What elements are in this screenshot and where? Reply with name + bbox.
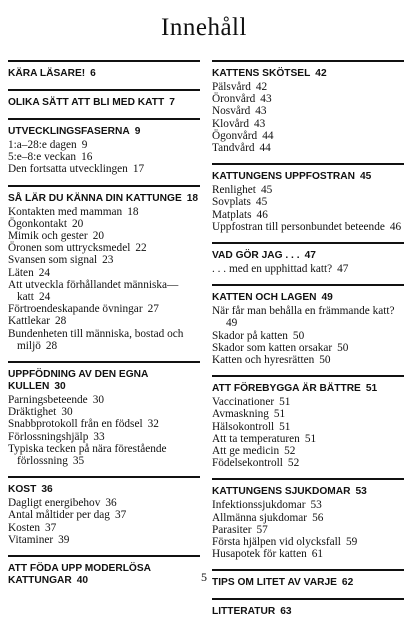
toc-entry-text: Katten och hyresrätten — [212, 354, 315, 367]
toc-entry-page: 28 — [55, 315, 67, 328]
toc-entry-text: Nosvård — [212, 105, 251, 118]
toc-entry[interactable] — [212, 548, 404, 560]
toc-entry-page: 44 — [259, 142, 271, 155]
section-page-number: 36 — [41, 484, 53, 496]
section-page-number: 42 — [315, 68, 327, 79]
toc-entry-text: Renlighet — [212, 184, 256, 197]
section-items — [8, 497, 200, 546]
toc-entry[interactable] — [212, 130, 404, 142]
section-page-number: 9 — [134, 126, 141, 137]
section-heading[interactable] — [212, 606, 404, 618]
toc-entry-text: Förtroendeskapande övningar — [8, 303, 143, 316]
toc-entry[interactable] — [212, 305, 404, 329]
toc-entry-text: Vaccinationer — [212, 396, 275, 409]
toc-entry-page: 51 — [279, 396, 291, 409]
toc-section — [8, 89, 200, 109]
toc-entry[interactable] — [8, 218, 200, 230]
toc-right-column — [212, 60, 404, 618]
toc-entry-page: 51 — [304, 432, 317, 445]
toc-entry-page: 27 — [147, 303, 159, 316]
toc-entry-page: 30 — [61, 406, 73, 419]
section-items — [8, 206, 200, 352]
toc-entry-text: Snabbprotokoll från en födsel — [8, 418, 143, 431]
section-heading[interactable] — [8, 97, 200, 109]
toc-entry[interactable] — [8, 242, 200, 254]
toc-entry[interactable] — [8, 328, 200, 352]
toc-entry-text: Kattlekar — [8, 315, 51, 328]
toc-entry[interactable] — [212, 421, 404, 433]
toc-entry-page: 52 — [287, 457, 300, 470]
toc-entry-text: När får man behålla en främmande katt? — [212, 305, 395, 318]
toc-entry[interactable] — [8, 406, 200, 418]
toc-entry-page: 51 — [273, 408, 286, 421]
toc-entry[interactable] — [212, 209, 404, 221]
toc-entry-text: Bundenheten till människa, bostad och miljö — [8, 327, 184, 352]
section-heading[interactable] — [212, 486, 404, 498]
toc-entry[interactable] — [8, 443, 200, 467]
section-heading-text: VAD GÖR JAG . . . — [212, 250, 300, 262]
toc-entry-page: 42 — [255, 81, 268, 93]
toc-entry-page: 18 — [127, 205, 139, 218]
section-items — [8, 394, 200, 467]
toc-entry[interactable] — [212, 499, 404, 511]
toc-entry-text: . . . med en upphittad katt? — [212, 263, 333, 276]
section-heading-text: ATT FÖDA UPP MODERLÖSA KATTUNGAR — [8, 563, 151, 587]
section-page-number: 47 — [304, 250, 316, 262]
section-heading[interactable] — [8, 126, 200, 138]
toc-entry-page: 9 — [81, 139, 88, 151]
section-page-number: 53 — [355, 486, 367, 498]
section-heading[interactable] — [8, 68, 200, 80]
toc-entry-text: Ögonvård — [212, 129, 258, 142]
toc-entry-page: 50 — [337, 341, 349, 354]
toc-entry-text: Första hjälpen vid olycksfall — [212, 536, 341, 549]
section-page-number: 40 — [76, 575, 89, 587]
section-heading-text: UPPFÖDNING AV DEN EGNA KULLEN — [8, 369, 148, 393]
toc-entry-text: Mimik och gester — [8, 230, 88, 243]
toc-entry[interactable] — [8, 303, 200, 315]
section-page-number: 30 — [54, 381, 66, 393]
section-heading[interactable] — [8, 369, 200, 393]
toc-entry[interactable] — [8, 315, 200, 327]
toc-entry[interactable] — [212, 445, 404, 457]
toc-entry[interactable] — [212, 105, 404, 117]
section-heading[interactable] — [212, 383, 404, 395]
toc-entry-page: 46 — [389, 220, 402, 233]
toc-entry[interactable] — [212, 354, 404, 366]
section-page-number: 7 — [169, 97, 175, 108]
toc-entry-text: Den fortsatta utvecklingen — [8, 163, 128, 176]
toc-entry-page: 30 — [92, 394, 104, 407]
toc-entry-text: Skador på katten — [212, 329, 288, 342]
toc-entry-text: 5:e–8:e veckan — [8, 151, 77, 164]
toc-section — [212, 598, 404, 618]
toc-entry-page: 22 — [135, 242, 147, 255]
toc-entry-text: Födelsekontroll — [212, 457, 283, 470]
toc-entry-text: Parasiter — [212, 523, 252, 536]
toc-entry[interactable] — [8, 139, 200, 151]
toc-section — [8, 60, 200, 80]
toc-entry-page: 52 — [284, 445, 296, 458]
section-page-number: 63 — [280, 606, 292, 618]
toc-entry-page: 61 — [311, 548, 324, 561]
section-heading-text: KOST — [8, 484, 37, 496]
toc-entry-text: Antal måltider per dag — [8, 509, 110, 522]
toc-entry-page: 56 — [312, 511, 324, 524]
toc-entry[interactable] — [8, 394, 200, 406]
section-items — [212, 396, 404, 469]
toc-entry[interactable] — [8, 230, 200, 242]
toc-entry[interactable] — [212, 118, 404, 130]
toc-entry-page: 46 — [256, 208, 268, 221]
section-heading-text: KATTUNGENS SJUKDOMAR — [212, 486, 351, 498]
toc-entry-page: 43 — [260, 93, 272, 106]
toc-entry[interactable] — [212, 524, 404, 536]
section-page-number: 51 — [365, 383, 378, 395]
section-items — [8, 139, 200, 176]
toc-entry[interactable] — [212, 184, 404, 196]
section-heading-text: KATTUNGENS UPPFOSTRAN — [212, 171, 356, 183]
section-heading[interactable] — [212, 250, 404, 262]
toc-entry[interactable] — [8, 497, 200, 509]
toc-entry-text: Öronvård — [212, 93, 256, 106]
section-heading[interactable] — [8, 193, 200, 205]
toc-entry-page: 44 — [262, 129, 274, 142]
toc-entry-page: 33 — [93, 430, 105, 443]
toc-entry-text: Kontakten med mamman — [8, 205, 123, 218]
section-heading-text: KATTENS SKÖTSEL — [212, 68, 311, 79]
toc-entry[interactable] — [212, 81, 404, 93]
toc-section — [212, 375, 404, 469]
section-heading[interactable] — [212, 292, 404, 304]
toc-entry-text: Att utveckla förhållandet människa—katt — [8, 278, 179, 304]
section-heading[interactable] — [212, 171, 404, 183]
toc-entry-page: 20 — [72, 217, 84, 230]
toc-entry-page: 32 — [147, 418, 159, 431]
toc-section — [212, 242, 404, 275]
toc-entry-text: Svansen som signal — [8, 254, 98, 267]
toc-entry-text: Husapotek för katten — [212, 548, 307, 561]
toc-section — [212, 163, 404, 233]
toc-entry-page: 43 — [255, 105, 267, 118]
toc-entry-text: Dräktighet — [8, 406, 57, 419]
toc-entry-text: Att ta temperaturen — [212, 432, 300, 445]
toc-entry-page: 35 — [72, 455, 85, 468]
toc-section — [212, 478, 404, 560]
toc-entry-text: Allmänna sjukdomar — [212, 511, 308, 524]
section-items — [212, 184, 404, 233]
toc-entry-text: Pälsvård — [212, 81, 251, 93]
toc-entry-text: Avmaskning — [212, 408, 269, 421]
section-page-number: 45 — [360, 171, 372, 183]
toc-entry[interactable] — [8, 151, 200, 163]
section-page-number: 62 — [341, 577, 354, 589]
toc-entry-page: 47 — [337, 263, 349, 276]
section-heading-text: ATT FÖREBYGGA ÄR BÄTTRE — [212, 383, 361, 395]
toc-entry-page: 28 — [45, 339, 58, 352]
section-heading-text: LITTERATUR — [212, 606, 276, 618]
toc-entry-text: Dagligt energibehov — [8, 497, 101, 510]
section-items — [212, 499, 404, 560]
page-number: 5 — [201, 570, 207, 584]
toc-entry[interactable] — [212, 512, 404, 524]
toc-entry-text: Tandvård — [212, 142, 255, 155]
toc-section — [8, 185, 200, 352]
toc-entry[interactable] — [8, 267, 200, 279]
section-heading-text: SÅ LÄR DU KÄNNA DIN KATTUNGE — [8, 192, 182, 204]
toc-section — [212, 284, 404, 366]
toc-entry-text: Parningsbeteende — [8, 394, 88, 407]
toc-entry-page: 39 — [58, 533, 70, 546]
page-title: Innehåll — [161, 14, 247, 41]
section-heading-text: KÄRA LÄSARE! — [8, 68, 86, 79]
toc-entry-page: 53 — [310, 499, 322, 512]
toc-entry[interactable] — [8, 534, 200, 546]
toc-entry-page: 45 — [260, 184, 273, 197]
toc-entry[interactable] — [212, 433, 404, 445]
toc-entry-page: 16 — [81, 151, 93, 164]
toc-entry-page: 24 — [38, 266, 51, 279]
section-page-number: 18 — [186, 192, 199, 204]
toc-entry-page: 43 — [254, 117, 266, 130]
toc-entry[interactable] — [8, 418, 200, 430]
toc-entry[interactable] — [212, 457, 404, 469]
toc-entry[interactable] — [212, 93, 404, 105]
toc-entry-page: 57 — [256, 523, 268, 536]
section-page-number: 6 — [90, 68, 96, 79]
toc-entry[interactable] — [8, 254, 200, 266]
toc-entry-text: Hälsokontroll — [212, 420, 275, 433]
toc-entry-text: Infektionssjukdomar — [212, 499, 306, 512]
toc-section — [8, 118, 200, 176]
toc-entry-page: 37 — [114, 509, 127, 522]
toc-entry[interactable] — [8, 522, 200, 534]
toc-entry-page: 49 — [226, 317, 238, 330]
toc-entry[interactable] — [212, 536, 404, 548]
toc-section — [8, 476, 200, 546]
toc-entry-text: Matplats — [212, 208, 252, 221]
toc-entry-page: 37 — [45, 521, 57, 534]
toc-entry-text: Typiska tecken på nära förestående förlossning — [8, 442, 167, 468]
toc-entry[interactable] — [212, 342, 404, 354]
section-page-number: 49 — [321, 292, 333, 304]
toc-entry-text: Läten — [8, 266, 34, 279]
toc-entry-text: 1:a–28:e dagen — [8, 139, 77, 151]
toc-entry-text: Att ge medicin — [212, 445, 280, 458]
section-items — [212, 305, 404, 366]
toc-entry[interactable] — [212, 330, 404, 342]
toc-entry[interactable] — [8, 163, 200, 175]
toc-entry[interactable] — [212, 221, 404, 233]
toc-entry-page: 23 — [102, 254, 114, 267]
toc-entry-text: Skador som katten orsakar — [212, 341, 333, 354]
toc-entry-page: 50 — [292, 329, 305, 342]
toc-entry[interactable] — [8, 279, 200, 303]
toc-entry-page: 51 — [279, 420, 291, 433]
toc-entry-page: 59 — [345, 536, 358, 549]
toc-entry-text: Förlossningshjälp — [8, 430, 89, 443]
section-heading[interactable] — [212, 68, 404, 80]
section-heading-text: OLIKA SÄTT ATT BLI MED KATT — [8, 97, 165, 108]
toc-entry-text: Klovård — [212, 117, 250, 130]
toc-left-column — [8, 60, 200, 587]
toc-entry-page: 50 — [319, 354, 331, 367]
toc-entry-page: 36 — [105, 497, 117, 510]
toc-entry[interactable] — [212, 396, 404, 408]
section-heading-text: UTVECKLINGSFASERNA — [8, 126, 130, 137]
toc-entry-text: Vitaminer — [8, 533, 54, 546]
toc-entry-text: Sovplats — [212, 196, 251, 209]
toc-entry-text: Uppfostran till personbundet beteende — [212, 220, 385, 233]
toc-entry[interactable] — [212, 142, 404, 154]
toc-entry[interactable] — [8, 206, 200, 218]
section-heading-text: TIPS OM LITET AV VARJE — [212, 577, 337, 589]
toc-entry[interactable] — [8, 509, 200, 521]
toc-entry-page: 24 — [38, 291, 51, 304]
toc-section — [8, 361, 200, 467]
toc-entry-text: Öronen som uttrycksmedel — [8, 242, 131, 255]
toc-section — [212, 60, 404, 154]
toc-entry-page: 20 — [92, 230, 104, 243]
toc-entry-page: 45 — [255, 196, 268, 209]
section-items — [212, 263, 404, 275]
toc-entry[interactable] — [212, 408, 404, 420]
toc-entry[interactable] — [8, 431, 200, 443]
toc-entry-text: Ögonkontakt — [8, 217, 67, 230]
section-heading-text: KATTEN OCH LAGEN — [212, 292, 317, 304]
toc-entry-text: Kosten — [8, 521, 41, 534]
section-items — [212, 81, 404, 154]
toc-entry[interactable] — [212, 196, 404, 208]
toc-entry[interactable] — [212, 263, 404, 275]
section-heading[interactable] — [8, 484, 200, 496]
toc-entry-page: 17 — [132, 163, 145, 176]
